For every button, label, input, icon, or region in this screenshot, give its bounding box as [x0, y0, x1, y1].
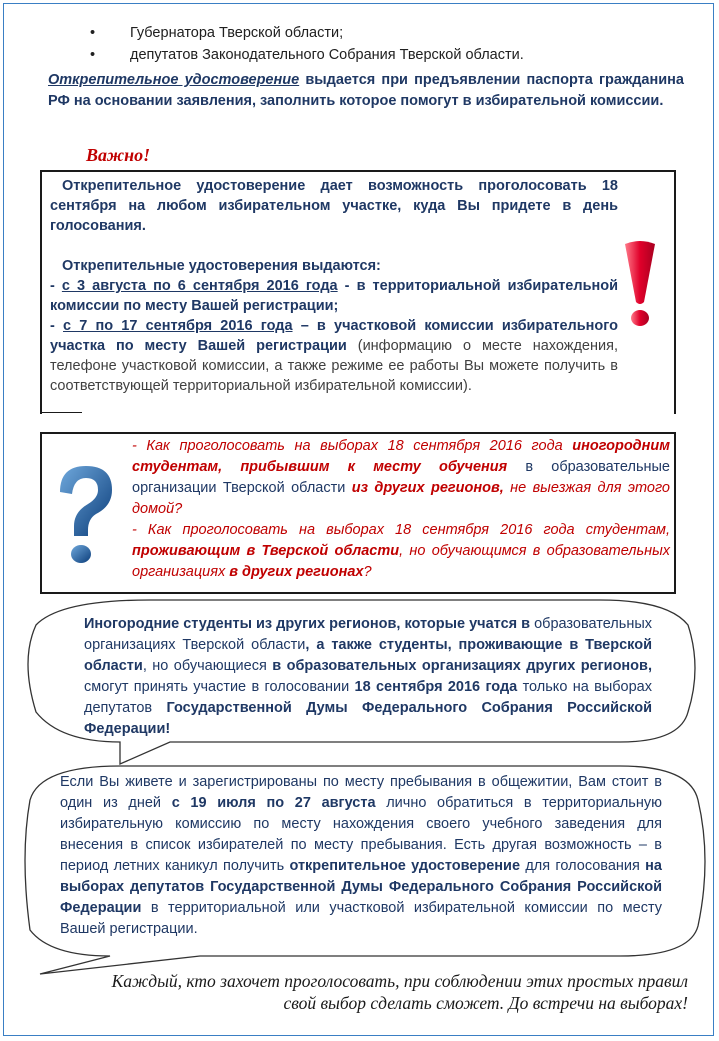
date-range-1: с 3 августа по 6 сентября 2016 года [61, 278, 338, 294]
bubble-2-text: Если Вы живете и зарегистрированы по месту пребывания в общежитии, Вам стоит в один из дней с 19 июля по 27 августа лично обратиться в территориальную избирательную комиссию по месту нахождения своего учебного заведения для внесения в список избирателей по месту пребывания. Есть другая возможность – в период летних каникул получить открепительное удостоверение для голосования на выборах депутатов Государственной Думы Федерального Собрания Российской Федерации в территориальной или участковой избирательной комиссии по месту Вашей регистрации. [60, 774, 662, 937]
bullet-item: • Губернатора Тверской области; [90, 22, 524, 44]
info-para-2-title: Открепительные удостоверения выдаются: [62, 258, 381, 274]
question-1: - Как проголосовать на выборах 18 сентября 2016 года иногородним студентам, прибывшим к месту обучения в образовательные организации Тверской области из других регионов, не выезжая для этого домой? [132, 438, 670, 517]
question-2: - Как проголосовать на выборах 18 сентября 2016 года студентам, проживающим в Тверской области, но обучающимся в образовательных организациях в других регионах? [132, 522, 670, 580]
info-para-1: Открепительное удостоверение дает возможность проголосовать 18 сентября на любом избирательном участке, куда Вы придете в день голосования. [50, 178, 618, 234]
item-1-rest: - в территориальной избирательной комиссии по месту Вашей регистрации; [50, 278, 619, 314]
item-2-note: (информацию о месте нахождения, телефоне участковой комиссии, а также режиме ее работы Вы можете получить в соответствующей территориальной избирательной комиссии). [50, 338, 618, 394]
dash: - [50, 318, 64, 334]
bubble-1-text: Иногородние студенты из других регионов, которые учатся в образовательных организациях Тверской области, а также студенты, проживающие в Тверской области, но обучающиеся в образовательных организациях других регионов, смогут принять участие в голосовании 18 сентября 2016 года только на выборах депутатов Государственной Думы Федерального Собрания Российской Федерации! [84, 616, 653, 737]
intro-term: Открепительное удостоверение [48, 72, 300, 88]
bullet-item: • депутатов Законодательного Собрания Тверской области. [90, 44, 524, 66]
item-2-rest: – в участковой комиссии избирательного участка по месту Вашей регистрации [50, 318, 618, 354]
intro-text: выдается при предъявлении паспорта гражданина РФ на основании заявления, заполнить которое помогут в избирательной комиссии. [48, 72, 684, 109]
important-label: Важно! [86, 145, 151, 165]
closing-text: Каждый, кто захочет проголосовать, при соблюдении этих простых правил свой выбор сделать сможет. До встречи на выборах! [111, 971, 688, 1013]
dash: - [50, 278, 62, 294]
date-range-2: с 7 по 17 сентября 2016 года [63, 318, 293, 334]
